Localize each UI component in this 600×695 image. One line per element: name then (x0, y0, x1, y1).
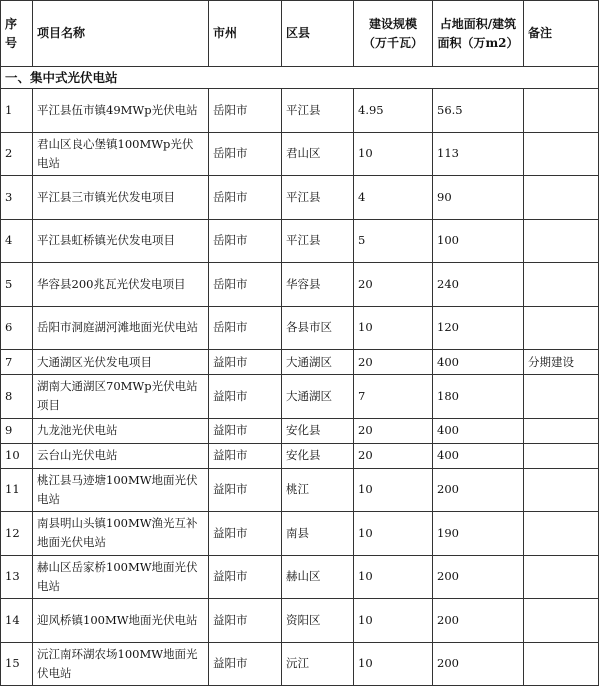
cell-name: 赫山区岳家桥100MW地面光伏电站 (33, 555, 209, 599)
cell-scale: 4 (354, 176, 433, 220)
cell-county: 南县 (282, 512, 354, 556)
cell-scale: 20 (354, 263, 433, 307)
cell-area: 56.5 (433, 89, 524, 133)
cell-city: 岳阳市 (209, 306, 282, 350)
cell-county: 各县市区 (282, 306, 354, 350)
table-row (1, 512, 599, 556)
cell-area: 200 (433, 468, 524, 512)
cell-county: 安化县 (282, 418, 354, 443)
table-row (1, 176, 599, 220)
cell-city: 岳阳市 (209, 219, 282, 263)
cell-area: 200 (433, 642, 524, 686)
cell-county: 大通湖区 (282, 375, 354, 419)
cell-area: 200 (433, 555, 524, 599)
cell-seq: 4 (1, 219, 33, 263)
cell-area: 240 (433, 263, 524, 307)
cell-area: 120 (433, 306, 524, 350)
cell-county: 平江县 (282, 219, 354, 263)
cell-area: 200 (433, 599, 524, 643)
cell-seq: 15 (1, 642, 33, 686)
header-seq: 序号 (1, 1, 33, 67)
cell-county: 华容县 (282, 263, 354, 307)
cell-seq: 3 (1, 176, 33, 220)
cell-note (524, 89, 599, 133)
cell-scale: 5 (354, 219, 433, 263)
cell-name: 平江县虹桥镇光伏发电项目 (33, 219, 209, 263)
cell-city: 益阳市 (209, 599, 282, 643)
cell-name: 云台山光伏电站 (33, 443, 209, 468)
cell-name: 君山区良心堡镇100MWp光伏电站 (33, 132, 209, 176)
cell-county: 赫山区 (282, 555, 354, 599)
cell-scale: 10 (354, 599, 433, 643)
cell-name: 湖南大通湖区70MWp光伏电站项目 (33, 375, 209, 419)
cell-county: 资阳区 (282, 599, 354, 643)
cell-area: 190 (433, 512, 524, 556)
cell-note (524, 599, 599, 643)
cell-city: 岳阳市 (209, 89, 282, 133)
header-name: 项目名称 (33, 1, 209, 67)
cell-note (524, 132, 599, 176)
cell-county: 桃江 (282, 468, 354, 512)
cell-county: 平江县 (282, 176, 354, 220)
cell-name: 平江县三市镇光伏发电项目 (33, 176, 209, 220)
cell-scale: 7 (354, 375, 433, 419)
cell-seq: 11 (1, 468, 33, 512)
section-row (1, 67, 599, 89)
cell-scale: 10 (354, 555, 433, 599)
cell-note (524, 418, 599, 443)
cell-city: 益阳市 (209, 418, 282, 443)
cell-seq: 2 (1, 132, 33, 176)
table-row (1, 555, 599, 599)
cell-area: 90 (433, 176, 524, 220)
cell-name: 平江县伍市镇49MWp光伏电站 (33, 89, 209, 133)
table-row (1, 350, 599, 375)
cell-note (524, 306, 599, 350)
cell-city: 益阳市 (209, 468, 282, 512)
cell-seq: 14 (1, 599, 33, 643)
cell-seq: 13 (1, 555, 33, 599)
cell-city: 益阳市 (209, 555, 282, 599)
cell-city: 益阳市 (209, 512, 282, 556)
cell-city: 岳阳市 (209, 263, 282, 307)
cell-county: 安化县 (282, 443, 354, 468)
table-row (1, 132, 599, 176)
cell-name: 桃江县马迹塘100MW地面光伏电站 (33, 468, 209, 512)
table-row (1, 418, 599, 443)
cell-note: 分期建设 (524, 350, 599, 375)
cell-name: 九龙池光伏电站 (33, 418, 209, 443)
header-row (1, 1, 599, 67)
cell-scale: 10 (354, 642, 433, 686)
cell-seq: 5 (1, 263, 33, 307)
cell-county: 沅江 (282, 642, 354, 686)
cell-city: 益阳市 (209, 350, 282, 375)
cell-note (524, 176, 599, 220)
cell-name: 大通湖区光伏发电项目 (33, 350, 209, 375)
cell-note (524, 375, 599, 419)
header-note: 备注 (524, 1, 599, 67)
table-row (1, 375, 599, 419)
table-row (1, 443, 599, 468)
cell-seq: 9 (1, 418, 33, 443)
cell-scale: 10 (354, 468, 433, 512)
cell-note (524, 443, 599, 468)
cell-name: 迎风桥镇100MW地面光伏电站 (33, 599, 209, 643)
table-row (1, 599, 599, 643)
cell-note (524, 263, 599, 307)
cell-scale: 4.95 (354, 89, 433, 133)
header-scale: 建设规模（万千瓦） (354, 1, 433, 67)
cell-city: 益阳市 (209, 443, 282, 468)
table-row (1, 306, 599, 350)
cell-area: 400 (433, 418, 524, 443)
cell-seq: 6 (1, 306, 33, 350)
header-area: 占地面积/建筑面积（万m2） (433, 1, 524, 67)
cell-city: 岳阳市 (209, 176, 282, 220)
cell-scale: 10 (354, 132, 433, 176)
cell-note (524, 642, 599, 686)
cell-city: 益阳市 (209, 375, 282, 419)
cell-scale: 10 (354, 512, 433, 556)
header-city: 市州 (209, 1, 282, 67)
cell-area: 400 (433, 350, 524, 375)
table-row (1, 89, 599, 133)
cell-seq: 8 (1, 375, 33, 419)
cell-area: 100 (433, 219, 524, 263)
cell-name: 南县明山头镇100MW渔光互补地面光伏电站 (33, 512, 209, 556)
cell-area: 400 (433, 443, 524, 468)
cell-note (524, 219, 599, 263)
table-row (1, 263, 599, 307)
section-title: 一、集中式光伏电站 (1, 67, 599, 89)
cell-seq: 12 (1, 512, 33, 556)
cell-scale: 20 (354, 350, 433, 375)
cell-note (524, 512, 599, 556)
cell-county: 平江县 (282, 89, 354, 133)
cell-city: 益阳市 (209, 642, 282, 686)
table-row (1, 468, 599, 512)
cell-scale: 10 (354, 306, 433, 350)
cell-city: 岳阳市 (209, 132, 282, 176)
cell-county: 大通湖区 (282, 350, 354, 375)
cell-name: 岳阳市洞庭湖河滩地面光伏电站 (33, 306, 209, 350)
table-row (1, 219, 599, 263)
cell-name: 沅江南环湖农场100MW地面光伏电站 (33, 642, 209, 686)
cell-note (524, 555, 599, 599)
cell-area: 180 (433, 375, 524, 419)
cell-county: 君山区 (282, 132, 354, 176)
cell-seq: 10 (1, 443, 33, 468)
header-county: 区县 (282, 1, 354, 67)
cell-note (524, 468, 599, 512)
table-row (1, 642, 599, 686)
cell-seq: 7 (1, 350, 33, 375)
cell-seq: 1 (1, 89, 33, 133)
cell-scale: 20 (354, 418, 433, 443)
cell-name: 华容县200兆瓦光伏发电项目 (33, 263, 209, 307)
cell-scale: 20 (354, 443, 433, 468)
cell-area: 113 (433, 132, 524, 176)
